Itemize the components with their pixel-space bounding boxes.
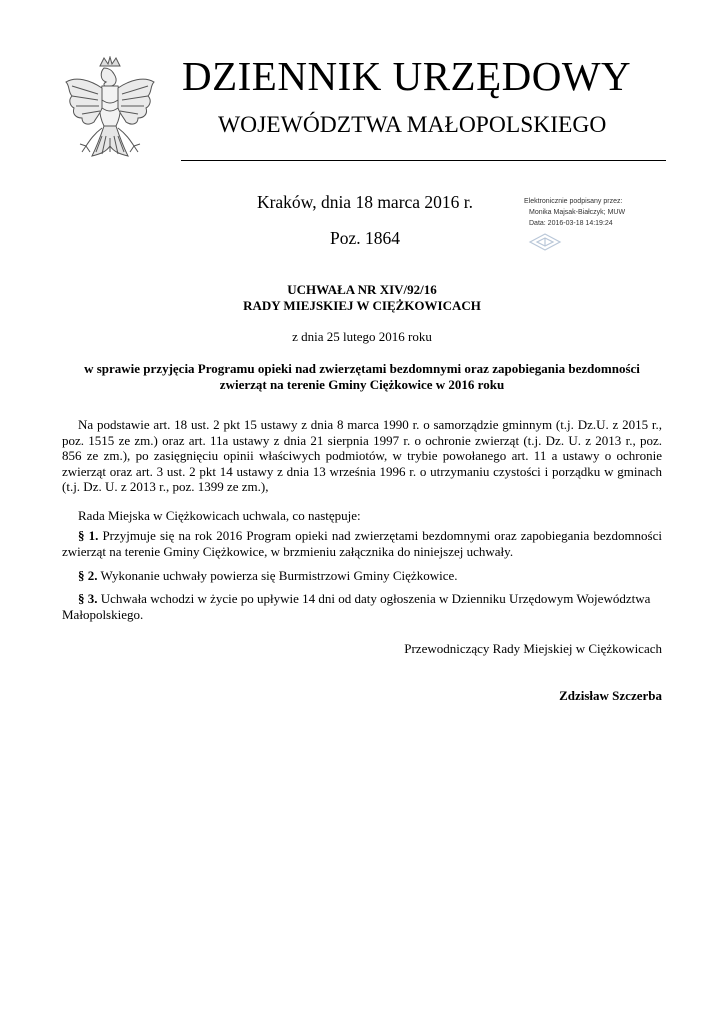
paragraph-1-text: Przyjmuje się na rok 2016 Program opieki nad zwierzętami bezdomnymi oraz zapobiegania bezdomności (102, 528, 662, 543)
polish-eagle-emblem-icon (62, 56, 158, 170)
paragraph-3-line (62, 591, 662, 607)
gazette-subtitle: WOJEWÓDZTWA MAŁOPOLSKIEGO (218, 112, 607, 138)
masthead-divider (181, 160, 666, 161)
paragraph-2-label: § 2. (78, 568, 98, 583)
paragraph-1-label: § 1. (78, 528, 99, 543)
basis-line: (t.j. Dz. U. z 2013 r., poz. 1399 ze zm.), (62, 479, 269, 494)
council-chair-title: Przewodniczący Rady Miejskiej w Ciężkowicach (404, 641, 662, 656)
gazette-title: DZIENNIK URZĘDOWY (182, 53, 632, 99)
resolves-statement: Rada Miejska w Ciężkowicach uchwala, co następuje: (78, 508, 361, 523)
signer-name: Zdzisław Szczerba (559, 688, 662, 703)
resolution-number: UCHWAŁA NR XIV/92/16 (287, 282, 437, 297)
resolution-council: RADY MIEJSKIEJ W CIĘŻKOWICACH (243, 298, 481, 313)
resolution-date: z dnia 25 lutego 2016 roku (292, 329, 432, 344)
basis-line: 856 ze zm.), po zasięgnięciu opinii właściwych podmiotów, w trybie powołanego art. 11 a ustawy o ochronie (62, 448, 662, 463)
digital-signature-mark-icon (528, 233, 562, 251)
signature-date: Data: 2016-03-18 14:19:24 (529, 220, 613, 227)
signature-signer: Monika Majsak-Białczyk; MUW (529, 209, 626, 216)
paragraph-3 (62, 591, 662, 622)
signature-label: Elektronicznie podpisany przez: (524, 198, 623, 205)
basis-line: Na podstawie art. 18 ust. 2 pkt 15 ustawy z dnia 8 marca 1990 r. o samorządzie gminnym (t.j. Dz.U. z 2015 r., (78, 417, 662, 432)
resolution-subject (62, 361, 662, 393)
paragraph-1 (62, 528, 662, 559)
publication-date: Kraków, dnia 18 marca 2016 r. (256, 192, 474, 212)
basis-line: zwierząt oraz art. 3 ust. 2 pkt 14 ustawy z dnia 13 września 1996 r. o utrzymaniu czystości i porządku w gminach (62, 463, 662, 479)
basis-line: poz. 1515 ze zm.) oraz art. 11a ustawy z dnia 21 sierpnia 1997 r. o ochronie zwierząt (t.j. Dz. U. z 2013 r., poz. (62, 432, 662, 448)
legal-basis-paragraph (62, 417, 662, 495)
subject-line: zwierząt na terenie Gminy Ciężkowice w 2016 roku (219, 377, 505, 392)
paragraph-3-text: Uchwała wchodzi w życie po upływie 14 dni od daty ogłoszenia w Dzienniku Urzędowym Województwa (100, 591, 651, 606)
paragraph-3-label: § 3. (78, 591, 98, 606)
paragraph-1-line: zwierząt na terenie Gminy Ciężkowice, w brzmieniu załącznika do niniejszej uchwały. (62, 543, 514, 559)
paragraph-2 (62, 568, 678, 584)
paragraph-2-text: Wykonanie uchwały powierza się Burmistrzowi Gminy Ciężkowice. (100, 568, 458, 583)
paragraph-1-line (62, 528, 662, 544)
subject-line: w sprawie przyjęcia Programu opieki nad zwierzętami bezdomnymi oraz zapobiegania bezdomności (84, 361, 640, 376)
position-number: Poz. 1864 (330, 228, 400, 248)
resolution-title (0, 282, 724, 314)
paragraph-3-line: Małopolskiego. (62, 606, 144, 622)
